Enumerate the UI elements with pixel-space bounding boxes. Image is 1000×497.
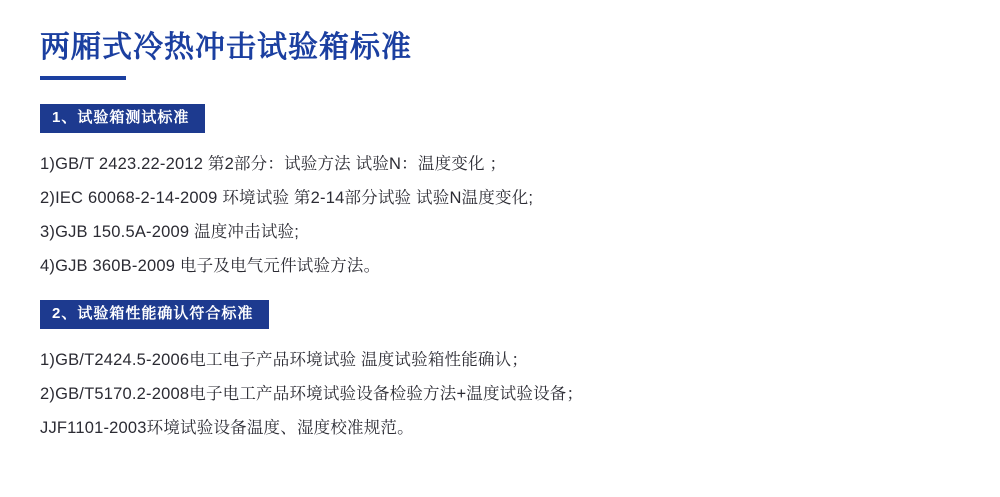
list-item: 4)GJB 360B-2009 电子及电气元件试验方法。: [40, 257, 381, 275]
list-item: 1)GB/T 2423.22-2012 第2部分：试验方法 试验N：温度变化 ；: [40, 155, 507, 173]
list-item: JJF1101-2003环境试验设备温度、湿度校准规范。: [40, 419, 414, 437]
section-performance-standards: [40, 300, 940, 445]
section-heading-2: 2、试验箱性能确认符合标准: [40, 300, 269, 329]
section-heading-1: 1、试验箱测试标准: [40, 104, 205, 133]
list-item: 2)GB/T5170.2-2008电子电工产品环境试验设备检验方法+温度试验设备；: [40, 385, 584, 403]
section-1-line-list: [40, 147, 940, 283]
list-item: 3)GJB 150.5A-2009 温度冲击试验;: [40, 223, 300, 241]
title-underline-rule: [40, 76, 126, 80]
page-title: 两厢式冷热冲击试验箱标准: [40, 31, 412, 64]
list-item: 1)GB/T2424.5-2006电工电子产品环境试验 温度试验箱性能确认；: [40, 351, 529, 369]
section-2-line-list: [40, 343, 940, 445]
list-item: 2)IEC 60068-2-14-2009 环境试验 第2-14部分试验 试验N温度变化;: [40, 189, 534, 207]
section-test-standards: [40, 104, 940, 283]
